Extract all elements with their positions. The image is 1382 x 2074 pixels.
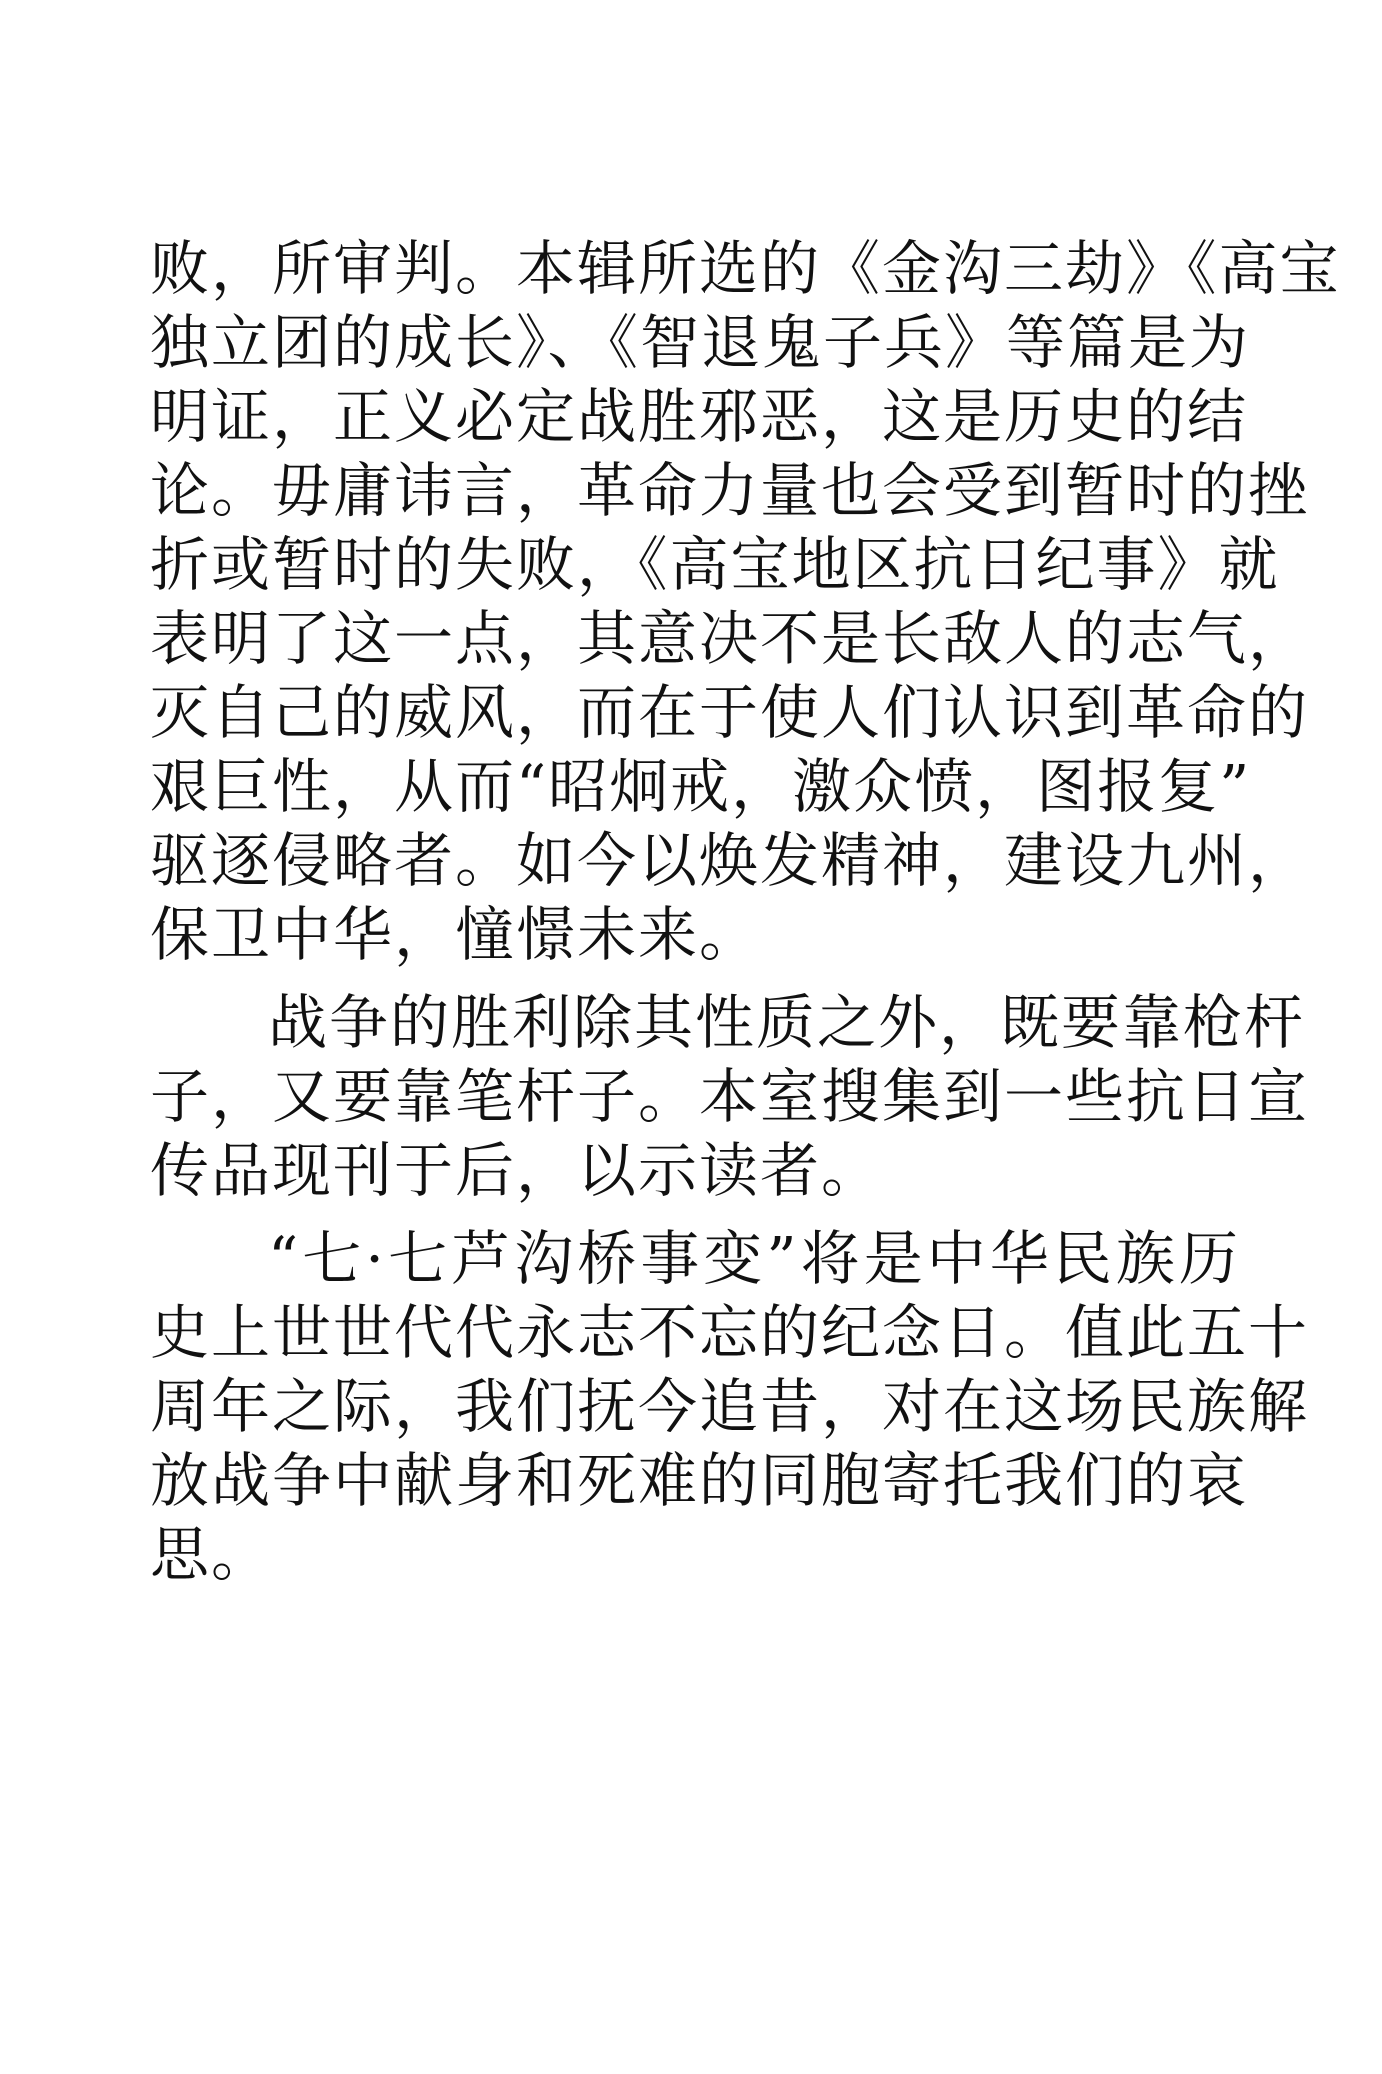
paragraph-2 [150, 986, 1310, 1208]
paragraph-3 [150, 1222, 1310, 1592]
text-line: 周年之际，我们抚今追昔，对在这场民族解 [150, 1372, 1310, 1441]
paragraph-gap [150, 1208, 1240, 1222]
text-line: 表明了这一点，其意决不是长敌人的志气， [150, 604, 1310, 673]
text-line: 论。毋庸讳言，革命力量也会受到暂时的挫 [150, 456, 1310, 525]
text-line: 子，又要靠笔杆子。本室搜集到一些抗日宣 [150, 1062, 1310, 1131]
text-line: 保卫中华，憧憬未来。 [150, 900, 761, 969]
text-line: 灭自己的威风，而在于使人们认识到革命的 [150, 678, 1310, 747]
text-line: 艰巨性，从而“昭炯戒，激众愤，图报复” [150, 752, 1252, 821]
paragraph-1 [150, 232, 1341, 972]
text-line: “七·七芦沟桥事变”将是中华民族历 [268, 1224, 1240, 1293]
text-line: 明证，正义必定战胜邪恶，这是历史的结 [150, 382, 1249, 451]
text-line: 史上世世代代永志不忘的纪念日。值此五十 [150, 1298, 1310, 1367]
text-line: 思。 [150, 1520, 273, 1589]
text-line: 败，所审判。本辑所选的《金沟三劫》《高宝 [150, 234, 1341, 303]
text-line: 战争的胜利除其性质之外，既要靠枪杆 [268, 988, 1306, 1057]
body-text [150, 232, 1341, 1592]
text-line: 传品现刊于后，以示读者。 [150, 1136, 883, 1205]
text-line: 驱逐侵略者。如今以焕发精神，建设九州， [150, 826, 1310, 895]
text-line: 独立团的成长》、《智退鬼子兵》等篇是为 [150, 308, 1251, 377]
text-line: 折或暂时的失败，《高宝地区抗日纪事》就 [150, 530, 1280, 599]
paragraph-gap [150, 972, 1240, 986]
text-line: 放战争中献身和死难的同胞寄托我们的哀 [150, 1446, 1249, 1515]
